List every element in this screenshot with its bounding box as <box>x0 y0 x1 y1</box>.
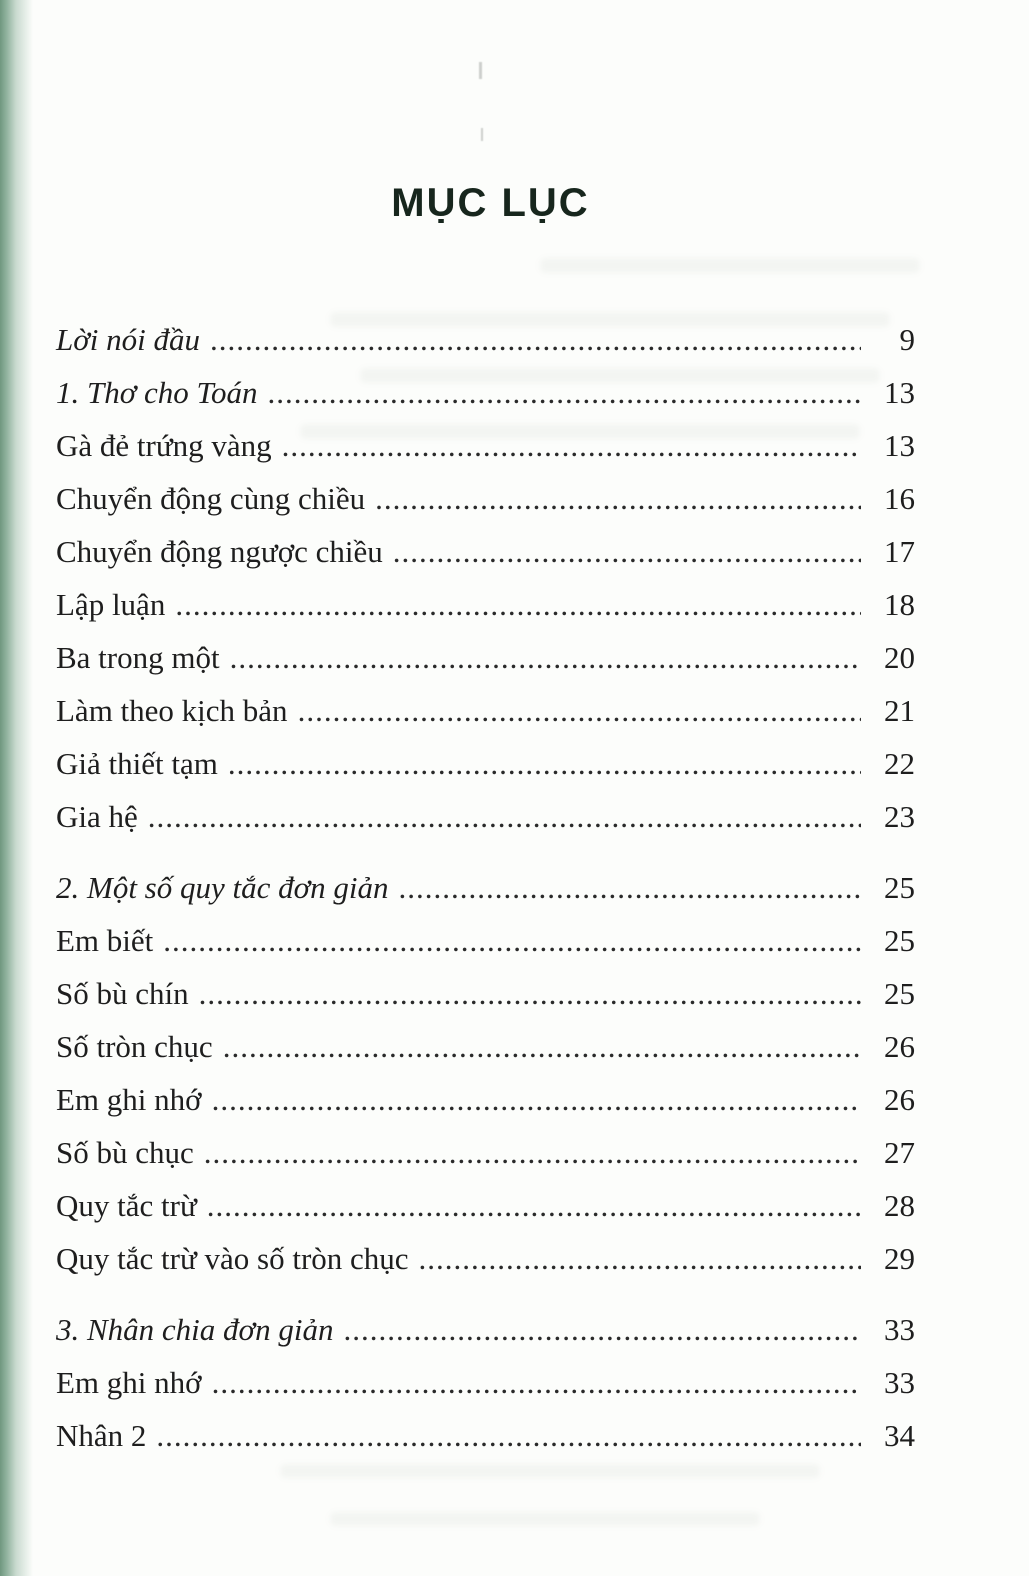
toc-entry-label: Ba trong một <box>56 640 220 675</box>
toc-leader-dots <box>228 737 861 790</box>
toc-entry-label: 1. Thơ cho Toán <box>56 375 258 410</box>
toc-entry-page: 33 <box>884 1312 915 1347</box>
toc-entry <box>56 737 915 790</box>
toc-entry-page: 34 <box>884 1418 915 1453</box>
toc-entry-page: 25 <box>884 923 915 958</box>
toc-leader-dots <box>223 1020 861 1073</box>
toc-entry-page: 21 <box>884 693 915 728</box>
page-edge-shading <box>0 0 34 1576</box>
toc-entry <box>56 1126 915 1179</box>
toc-entry-label: Quy tắc trừ vào số tròn chục <box>56 1241 409 1276</box>
toc-entry-page: 22 <box>884 746 915 781</box>
toc-entry-page: 13 <box>884 428 915 463</box>
toc-entry-label: Lời nói đầu <box>56 322 201 357</box>
toc-entry <box>56 1020 915 1073</box>
toc-entry-page: 25 <box>884 870 915 905</box>
toc-entry <box>56 525 915 578</box>
toc-entry-label: 3. Nhân chia đơn giản <box>56 1312 334 1347</box>
toc-entry <box>56 1356 915 1409</box>
toc-entry <box>56 861 915 914</box>
toc-entry-label: Lập luận <box>56 587 166 622</box>
toc-entry-label: Giả thiết tạm <box>56 746 218 781</box>
toc-entry <box>56 914 915 967</box>
toc-leader-dots <box>399 861 861 914</box>
toc-entry-page: 18 <box>884 587 915 622</box>
toc-entry-label: Em ghi nhớ <box>56 1365 202 1400</box>
toc-entry-label: Chuyển động ngược chiều <box>56 534 383 569</box>
toc-leader-dots <box>163 914 861 967</box>
toc-entry-page: 23 <box>884 799 915 834</box>
toc-leader-dots <box>212 1356 861 1409</box>
toc-entry <box>56 1232 915 1285</box>
toc-entry <box>56 631 915 684</box>
toc-leader-dots <box>148 790 861 843</box>
bleed-through-artifact <box>540 258 920 273</box>
toc-entry-page: 28 <box>884 1188 915 1223</box>
toc-leader-dots <box>267 366 861 419</box>
toc-entry-page: 26 <box>884 1082 915 1117</box>
toc-leader-dots <box>156 1409 861 1462</box>
toc-entry-page: 9 <box>899 322 915 357</box>
toc-entry-label: Làm theo kịch bản <box>56 693 288 728</box>
toc-entry <box>56 1409 915 1462</box>
toc-leader-dots <box>298 684 861 737</box>
toc-entry <box>56 472 915 525</box>
toc-entry-label: Gà đẻ trứng vàng <box>56 428 272 463</box>
toc-entry-page: 13 <box>884 375 915 410</box>
toc-entry-label: Số tròn chục <box>56 1029 213 1064</box>
toc-entry-page: 17 <box>884 534 915 569</box>
toc-leader-dots <box>343 1303 861 1356</box>
toc-leader-dots <box>199 967 861 1020</box>
toc-entry-label: Quy tắc trừ <box>56 1188 197 1223</box>
toc-entry-label: Số bù chục <box>56 1135 194 1170</box>
toc-leader-dots <box>230 631 861 684</box>
toc-leader-dots <box>212 1073 861 1126</box>
toc-entry-label: Chuyển động cùng chiều <box>56 481 366 516</box>
toc-entry <box>56 967 915 1020</box>
toc-entry-page: 20 <box>884 640 915 675</box>
toc-entry-label: Số bù chín <box>56 976 189 1011</box>
toc-entry-label: 2. Một số quy tắc đơn giản <box>56 870 389 905</box>
toc-leader-dots <box>282 419 861 472</box>
bleed-through-artifact <box>330 1512 760 1526</box>
toc-leader-dots <box>204 1126 861 1179</box>
toc-entry-page: 27 <box>884 1135 915 1170</box>
toc-entry-label: Nhân 2 <box>56 1418 147 1453</box>
toc-leader-dots <box>175 578 861 631</box>
toc-entry <box>56 313 915 366</box>
toc-entry <box>56 790 915 843</box>
toc-entry <box>56 366 915 419</box>
toc-entry <box>56 1179 915 1232</box>
toc-entry <box>56 419 915 472</box>
toc-entry <box>56 1073 915 1126</box>
page-title: MỤC LỤC <box>391 181 590 225</box>
toc-entry-page: 26 <box>884 1029 915 1064</box>
toc-entry-page: 29 <box>884 1241 915 1276</box>
toc-leader-dots <box>207 1179 861 1232</box>
toc-leader-dots <box>393 525 861 578</box>
toc-entry-label: Em biết <box>56 923 154 958</box>
toc-entries <box>0 313 1029 1462</box>
toc-entry <box>56 684 915 737</box>
toc-entry-label: Em ghi nhớ <box>56 1082 202 1117</box>
bleed-through-artifact <box>280 1464 820 1478</box>
toc-leader-dots <box>375 472 861 525</box>
toc-entry-page: 33 <box>884 1365 915 1400</box>
toc-leader-dots <box>210 313 861 366</box>
toc-entry-page: 25 <box>884 976 915 1011</box>
toc-entry-page: 16 <box>884 481 915 516</box>
toc-leader-dots <box>419 1232 861 1285</box>
toc-entry <box>56 1303 915 1356</box>
toc-entry-label: Gia hệ <box>56 799 138 834</box>
toc-entry <box>56 578 915 631</box>
